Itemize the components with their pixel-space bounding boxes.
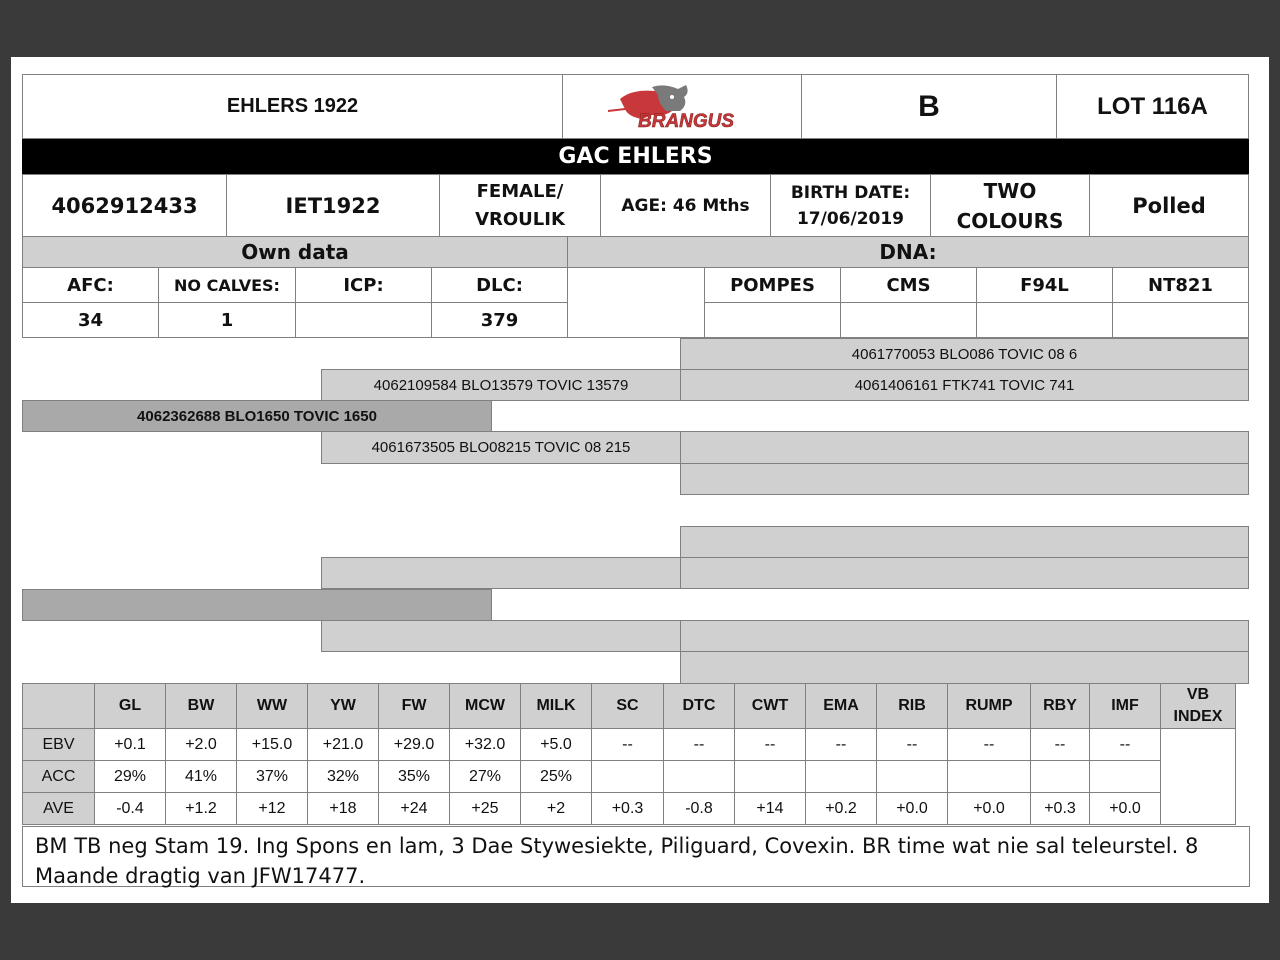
ebv-acc-fw-value: 35% xyxy=(378,760,450,793)
ebv-ave-mcw-value: +25 xyxy=(449,792,521,825)
ebv-acc-cwt-value xyxy=(734,760,806,793)
ebv-ave-gl-value: -0.4 xyxy=(94,792,166,825)
ebv-column-header-gl: GL xyxy=(94,683,166,729)
ebv-acc-ema-value xyxy=(805,760,877,793)
pedigree-sire-dam-dam xyxy=(680,463,1249,495)
ebv-ave-rby-value: +0.3 xyxy=(1030,792,1090,825)
pedigree-dam-dam-sire xyxy=(680,620,1249,652)
brangus-logo xyxy=(562,74,802,139)
ebv-column-header-ema: EMA xyxy=(805,683,877,729)
ebv-column-header-fw: FW xyxy=(378,683,450,729)
ebv-ave-bw-value: +1.2 xyxy=(165,792,237,825)
ebv-ebv-fw-value: +29.0 xyxy=(378,728,450,761)
ebv-acc-rib-value xyxy=(876,760,948,793)
own-data-value-afc: 34 xyxy=(22,302,159,338)
ebv-ave-fw-value: +24 xyxy=(378,792,450,825)
ebv-ebv-sc-value: -- xyxy=(591,728,664,761)
ebv-column-header-vb-index: VB INDEX xyxy=(1160,683,1236,729)
dna-blank-cell xyxy=(567,267,705,338)
ebv-ebv-imf-value: -- xyxy=(1089,728,1161,761)
pedigree-sire-sire: 4062109584 BLO13579 TOVIC 13579 xyxy=(321,369,681,401)
ebv-column-header-milk: MILK xyxy=(520,683,592,729)
pedigree-sire-dam-sire xyxy=(680,431,1249,464)
ebv-ave-rump-value: +0.0 xyxy=(947,792,1031,825)
ebv-ebv-rump-value: -- xyxy=(947,728,1031,761)
ebv-table xyxy=(22,683,1249,826)
pedigree-dam xyxy=(22,589,492,621)
brangus-logo-text: BRANGUS xyxy=(638,110,735,132)
ebv-acc-rby-value xyxy=(1030,760,1090,793)
own-data-value-icp xyxy=(295,302,432,338)
pedigree-dam-sire-dam xyxy=(680,557,1249,589)
comments-text: BM TB neg Stam 19. Ing Spons en lam, 3 Dae Stywesiekte, Piliguard, Covexin. BR time wat nie sal teleurstel. 8 Maande dragtig van JFW17477. xyxy=(22,826,1250,887)
own-data-value-no-calves: 1 xyxy=(158,302,296,338)
animal-sex: FEMALE/ VROULIK xyxy=(439,174,601,237)
own-data-label-no-calves: NO CALVES: xyxy=(158,267,296,303)
ebv-ave-sc-value: +0.3 xyxy=(591,792,664,825)
grade-letter: B xyxy=(801,74,1057,139)
ebv-column-header-bw: BW xyxy=(165,683,237,729)
ebv-column-header-mcw: MCW xyxy=(449,683,521,729)
ebv-ebv-milk-value: +5.0 xyxy=(520,728,592,761)
ebv-acc-ww-value: 37% xyxy=(236,760,308,793)
ebv-ave-rib-value: +0.0 xyxy=(876,792,948,825)
ebv-ave-milk-value: +2 xyxy=(520,792,592,825)
birth-date-cell xyxy=(770,174,931,237)
own-data-label-afc: AFC: xyxy=(22,267,159,303)
ebv-ebv-yw-value: +21.0 xyxy=(307,728,379,761)
ebv-acc-milk-value: 25% xyxy=(520,760,592,793)
ebv-ave-ema-value: +0.2 xyxy=(805,792,877,825)
bull-logo-icon xyxy=(602,81,762,133)
ebv-ave-dtc-value: -0.8 xyxy=(663,792,735,825)
animal-id-number: 4062912433 xyxy=(22,174,227,237)
ebv-row-label-ave: AVE xyxy=(22,792,95,825)
ebv-ebv-rib-value: -- xyxy=(876,728,948,761)
ebv-acc-imf-value xyxy=(1089,760,1161,793)
ebv-ebv-dtc-value: -- xyxy=(663,728,735,761)
pedigree-sire: 4062362688 BLO1650 TOVIC 1650 xyxy=(22,400,492,432)
own-data-header: Own data xyxy=(22,236,568,268)
animal-age: AGE: 46 Mths xyxy=(600,174,771,237)
dna-label-f94l: F94L xyxy=(976,267,1113,303)
dna-value-pompes xyxy=(704,302,841,338)
birth-date-label: BIRTH DATE: xyxy=(790,182,911,203)
dna-value-cms xyxy=(840,302,977,338)
ebv-row-label-acc: ACC xyxy=(22,760,95,793)
ebv-column-header-rump: RUMP xyxy=(947,683,1031,729)
ebv-column-header-ww: WW xyxy=(236,683,308,729)
pedigree-sire-sire-sire: 4061770053 BLO086 TOVIC 08 6 xyxy=(680,338,1249,370)
ebv-ebv-cwt-value: -- xyxy=(734,728,806,761)
ebv-ebv-gl-value: +0.1 xyxy=(94,728,166,761)
ebv-ebv-bw-value: +2.0 xyxy=(165,728,237,761)
ebv-ebv-ema-value: -- xyxy=(805,728,877,761)
ebv-column-header-rby: RBY xyxy=(1030,683,1090,729)
pedigree-sire-dam: 4061673505 BLO08215 TOVIC 08 215 xyxy=(321,431,681,464)
animal-tag: IET1922 xyxy=(226,174,440,237)
animal-horn-status: Polled xyxy=(1089,174,1249,237)
ebv-column-header-yw: YW xyxy=(307,683,379,729)
pedigree-dam-dam xyxy=(321,620,681,652)
dna-label-nt821: NT821 xyxy=(1112,267,1249,303)
ebv-vb-index-value xyxy=(1160,728,1236,825)
ebv-acc-dtc-value xyxy=(663,760,735,793)
ebv-column-header-imf: IMF xyxy=(1089,683,1161,729)
animal-name-bar: GAC EHLERS xyxy=(22,139,1249,174)
ebv-acc-bw-value: 41% xyxy=(165,760,237,793)
ebv-ave-yw-value: +18 xyxy=(307,792,379,825)
ebv-acc-gl-value: 29% xyxy=(94,760,166,793)
birth-date-value: 17/06/2019 xyxy=(796,208,905,229)
animal-colour: TWO COLOURS xyxy=(930,174,1090,237)
pedigree-dam-dam-dam xyxy=(680,651,1249,684)
pedigree-dam-sire-sire xyxy=(680,526,1249,558)
ebv-ebv-ww-value: +15.0 xyxy=(236,728,308,761)
ebv-acc-mcw-value: 27% xyxy=(449,760,521,793)
ebv-column-header-cwt: CWT xyxy=(734,683,806,729)
dna-label-cms: CMS xyxy=(840,267,977,303)
own-data-label-dlc: DLC: xyxy=(431,267,568,303)
ebv-column-header-sc: SC xyxy=(591,683,664,729)
dna-label-pompes: POMPES xyxy=(704,267,841,303)
dna-value-f94l xyxy=(976,302,1113,338)
ebv-ave-imf-value: +0.0 xyxy=(1089,792,1161,825)
ebv-column-header-rib: RIB xyxy=(876,683,948,729)
pedigree-dam-sire xyxy=(321,557,681,589)
lot-number: LOT 116A xyxy=(1056,74,1249,139)
own-data-value-dlc: 379 xyxy=(431,302,568,338)
ebv-header-corner xyxy=(22,683,95,729)
ebv-acc-sc-value xyxy=(591,760,664,793)
ebv-acc-yw-value: 32% xyxy=(307,760,379,793)
ebv-ebv-rby-value: -- xyxy=(1030,728,1090,761)
ebv-ave-cwt-value: +14 xyxy=(734,792,806,825)
dna-value-nt821 xyxy=(1112,302,1249,338)
owner-name: EHLERS 1922 xyxy=(22,74,563,139)
own-data-label-icp: ICP: xyxy=(295,267,432,303)
ebv-acc-rump-value xyxy=(947,760,1031,793)
ebv-row-label-ebv: EBV xyxy=(22,728,95,761)
ebv-column-header-dtc: DTC xyxy=(663,683,735,729)
ebv-ebv-mcw-value: +32.0 xyxy=(449,728,521,761)
ebv-ave-ww-value: +12 xyxy=(236,792,308,825)
pedigree-sire-sire-dam: 4061406161 FTK741 TOVIC 741 xyxy=(680,369,1249,401)
dna-header: DNA: xyxy=(567,236,1249,268)
